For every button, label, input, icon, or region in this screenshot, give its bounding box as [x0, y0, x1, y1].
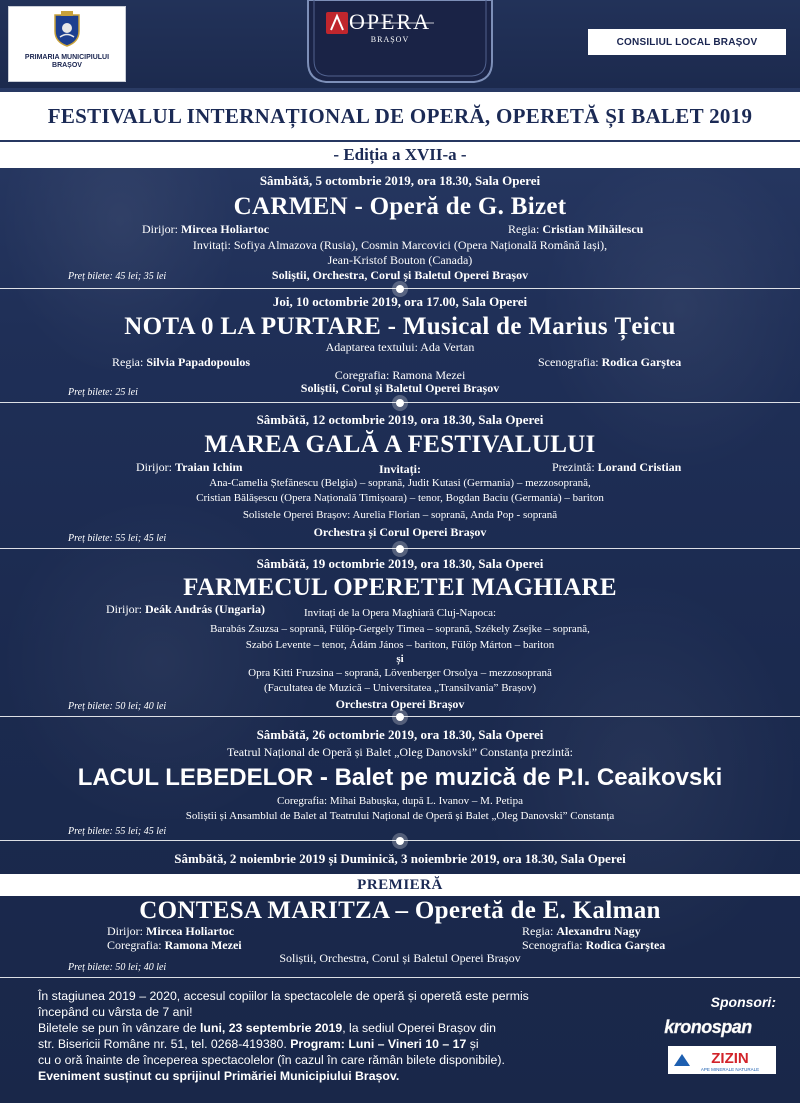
swanlake-presenter: Teatrul Național de Operă și Balet „Oleg Danovski” Constanța prezintă: — [226, 745, 574, 759]
opera-logo-sub: BRAȘOV — [370, 35, 410, 44]
sponsors-title: Sponsori: — [710, 994, 776, 1010]
kronospan-logo — [648, 1016, 768, 1038]
carmen-date: Sâmbătă, 5 octombrie 2019, ora 18.30, Sala Operei — [259, 173, 541, 188]
info-line: str. Bisericii Române nr. 51, tel. 0268-419380. Program: Luni – Vineri 10 – 17 și — [38, 1037, 479, 1051]
separator — [0, 285, 800, 293]
maritza-date: Sâmbătă, 2 noiembrie 2019 și Duminică, 3 noiembrie 2019, ora 18.30, Sala Operei — [174, 851, 626, 866]
maritza-conductor: Dirijor: Mircea Holiartoc — [107, 924, 235, 938]
operetta-guests-line3: Opra Kitti Fruzsina – soprană, Lövenberger Orsolya – mezzosoprană — [248, 667, 552, 679]
carmen-guests-line2: Jean-Kristof Bouton (Canada) — [327, 253, 473, 267]
info-line: Eveniment susținut cu sprijinul Primăriei Municipiului Brașov. — [38, 1069, 400, 1083]
maritza-scenography: Scenografia: Rodica Garștea — [522, 938, 666, 952]
maritza-price: Preț bilete: 50 lei; 40 lei — [68, 962, 167, 973]
maritza-premiere-label: PREMIERĂ — [0, 874, 800, 896]
operetta-guests-line1: Barabás Zsuzsa – soprană, Fülöp-Gergely Timea – soprană, Székely Zsejke – soprană, — [210, 623, 590, 635]
swanlake-ensemble: Soliștii și Ansamblul de Balet al Teatrului Național de Operă și Balet „Oleg Danovski” Constanța — [185, 810, 615, 822]
nota0-ensemble: Soliștii, Corul și Baletul Operei Brașov — [300, 381, 500, 395]
gala-guests-heading: Invitați: — [379, 462, 421, 476]
gala-host: Prezintă: Lorand Cristian — [552, 460, 682, 474]
svg-text:ZIZIN: ZIZIN — [711, 1050, 749, 1067]
gala-conductor: Dirijor: Traian Ichim — [136, 460, 243, 474]
carmen-price: Preț bilete: 45 lei; 35 lei — [68, 271, 167, 282]
separator — [0, 545, 800, 553]
council-label: CONSILIUL LOCAL BRAȘOV — [588, 29, 786, 55]
gala-ensemble: Orchestra și Corul Operei Brașov — [313, 525, 487, 539]
info-line: Biletele se pun în vânzare de luni, 23 septembrie 2019, la sediul Operei Brașov din — [38, 1021, 496, 1035]
nota0-price: Preț bilete: 25 lei — [68, 387, 138, 398]
crest-caption: PRIMARIA MUNICIPIULUI BRAȘOV — [24, 54, 110, 69]
operetta-conductor: Dirijor: Deák András (Ungaria) — [106, 602, 266, 616]
operetta-title: FARMECUL OPERETEI MAGHIARE — [183, 574, 617, 601]
maritza-director: Regia: Alexandru Nagy — [522, 924, 641, 938]
swanlake-title: LACUL LEBEDELOR - Balet pe muzică de P.I. Ceaikovski — [77, 764, 723, 791]
separator — [0, 837, 800, 845]
carmen-director: Regia: Cristian Mihăilescu — [508, 222, 644, 236]
maritza-title: CONTESA MARITZA – Operetă de E. Kalman — [139, 897, 661, 924]
svg-text:APE MINERALE NATURALE: APE MINERALE NATURALE — [700, 1067, 760, 1072]
nota0-date: Joi, 10 octombrie 2019, ora 17.00, Sala Operei — [272, 294, 528, 309]
swanlake-date: Sâmbătă, 26 octombrie 2019, ora 18.30, Sala Operei — [256, 727, 544, 742]
crest-shield-icon — [52, 11, 82, 47]
nota0-title: NOTA 0 LA PURTARE - Musical de Marius Țeicu — [124, 313, 676, 340]
gala-guests-line2: Cristian Bălășescu (Opera Națională Timișoara) – tenor, Bogdan Baciu (Germania) – bariton — [196, 492, 604, 504]
swanlake-choreography: Coregrafia: Mihai Babușka, după L. Ivanov – M. Petipa — [277, 795, 523, 807]
maritza-ensemble: Soliștii, Orchestra, Corul și Baletul Operei Brașov — [279, 951, 521, 965]
nota0-choreography: Coregrafia: Ramona Mezei — [334, 368, 466, 382]
zizin-logo — [668, 1046, 776, 1074]
festival-edition: - Ediția a XVII-a - — [0, 142, 800, 168]
info-line: începând cu vârsta de 7 ani! — [38, 1005, 193, 1019]
separator — [0, 399, 800, 407]
carmen-ensemble: Soliștii, Orchestra, Corul și Baletul Operei Brașov — [271, 268, 529, 282]
opera-logo-text: OPERA — [348, 9, 432, 34]
operetta-guests-intro: Invitați de la Opera Maghiară Cluj-Napoca: — [303, 607, 497, 619]
nota0-adaptation: Adaptarea textului: Ada Vertan — [325, 340, 475, 354]
operetta-and: și — [396, 653, 404, 665]
info-line: cu o oră înainte de începerea spectacolelor (în cazul în care rămân bilete disponibile). — [38, 1053, 505, 1067]
svg-text:kronospan: kronospan — [664, 1017, 752, 1037]
gala-price: Preț bilete: 55 lei; 45 lei — [68, 533, 167, 544]
festival-title: FESTIVALUL INTERNAȚIONAL DE OPERĂ, OPERETĂ ȘI BALET 2019 — [0, 92, 800, 140]
ticket-info — [38, 988, 638, 1084]
nota0-director: Regia: Silvia Papadopoulos — [112, 355, 251, 369]
municipality-crest — [8, 6, 126, 82]
gala-title: MAREA GALĂ A FESTIVALULUI — [204, 431, 596, 458]
opera-logo — [302, 0, 498, 86]
separator — [0, 713, 800, 721]
operetta-guests-line2: Szabó Levente – tenor, Ádám János – bariton, Fülöp Márton – bariton — [245, 639, 555, 651]
gala-guests-line1: Ana-Camelia Ștefănescu (Belgia) – soprană, Judit Kutasi (Germania) – mezzosoprană, — [209, 477, 591, 489]
operetta-ensemble: Orchestra Operei Brașov — [335, 697, 465, 711]
swanlake-price: Preț bilete: 55 lei; 45 lei — [68, 826, 167, 837]
carmen-guests-line1: Invitați: Sofiya Almazova (Rusia), Cosmin Marcovici (Opera Națională Română Iași), — [192, 238, 608, 252]
info-line: În stagiunea 2019 – 2020, accesul copiilor la spectacolele de operă și operetă este permis — [38, 989, 529, 1003]
carmen-conductor: Dirijor: Mircea Holiartoc — [142, 222, 270, 236]
maritza-choreography: Coregrafia: Ramona Mezei — [107, 938, 242, 952]
operetta-price: Preț bilete: 50 lei; 40 lei — [68, 701, 167, 712]
gala-date: Sâmbătă, 12 octombrie 2019, ora 18.30, Sala Operei — [256, 412, 544, 427]
gala-soloists: Solistele Operei Brașov: Aurelia Florian – soprană, Anda Pop - soprană — [242, 509, 558, 521]
operetta-date: Sâmbătă, 19 octombrie 2019, ora 18.30, Sala Operei — [256, 556, 544, 571]
operetta-guests-line4: (Facultatea de Muzică – Universitatea „Transilvania” Brașov) — [263, 682, 537, 694]
nota0-scenography: Scenografia: Rodica Garștea — [538, 355, 682, 369]
separator — [0, 974, 800, 982]
carmen-title: CARMEN - Operă de G. Bizet — [233, 193, 567, 220]
